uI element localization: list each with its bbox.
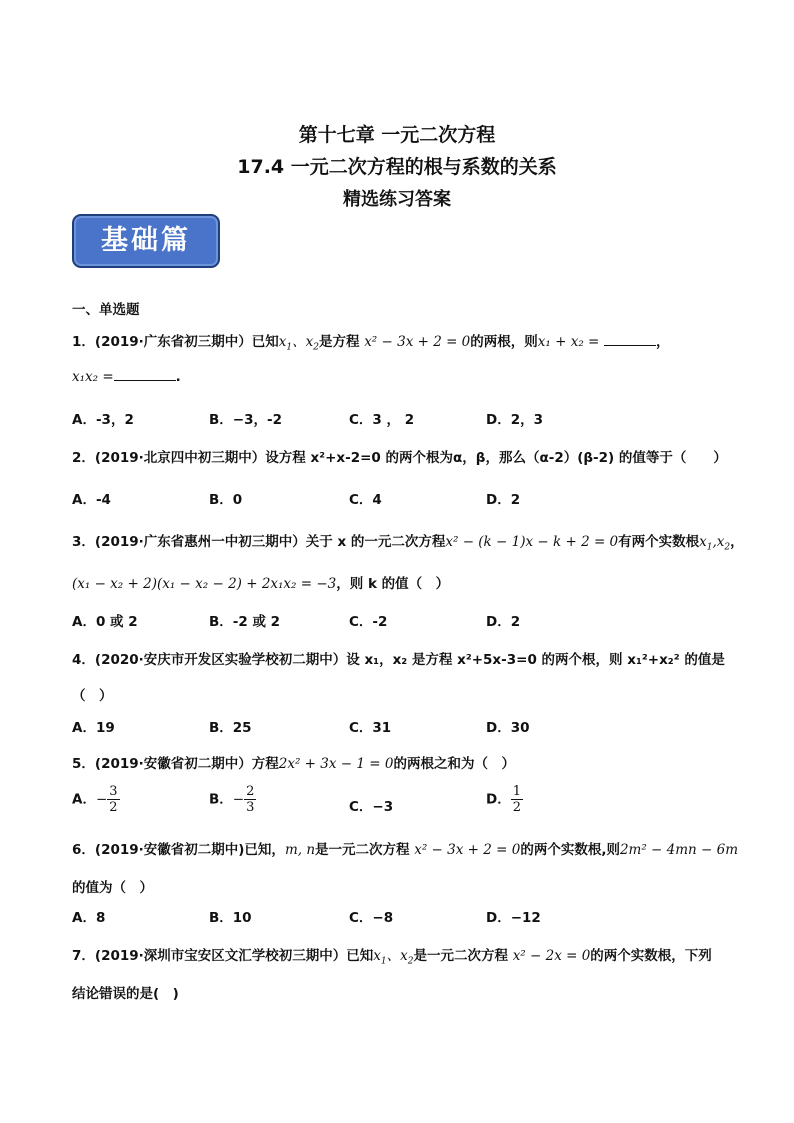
question-7-line2: 结论错误的是( ): [72, 986, 179, 1002]
question-4-paren: （ ）: [72, 688, 113, 704]
question-6: 6．(2019·安徽省初二期中)已知，m, n是一元二次方程 x² − 3x + 2 = 0的两个实数根,则2m² − 4mn − 6m: [72, 842, 739, 858]
q2-option-d: D．2: [486, 492, 521, 508]
q6-option-b: B．10: [209, 910, 252, 926]
answer-blank: [114, 368, 176, 381]
question-3-line2: (x₁ − x₂ + 2)(x₁ − x₂ − 2) + 2x₁x₂ = −3，则 k 的值（ ）: [72, 576, 450, 592]
question-4: 4．(2020·安庆市开发区实验学校初二期中）设 x₁，x₂ 是方程 x²+5x-3=0 的两个根，则 x₁²+x₂² 的值是: [72, 652, 725, 668]
q5-option-c: C．−3: [349, 799, 394, 815]
q4-option-b: B．25: [209, 720, 252, 736]
question-5: 5．(2019·安徽省初二期中）方程2x² + 3x − 1 = 0的两根之和为（ ）: [72, 756, 515, 772]
q2-option-b: B．0: [209, 492, 243, 508]
q5-option-d: D． $\frac{1}{2}$: [486, 784, 521, 815]
q6-option-a: A．8: [72, 910, 106, 926]
q2-option-a: A．-4: [72, 492, 111, 508]
q2-option-c: C．4: [349, 492, 382, 508]
question-1-line2: x₁x₂ = .: [72, 369, 181, 385]
q1-option-c: C．3 ， 2: [349, 412, 415, 428]
question-1: 1．(2019·广东省初三期中）已知$x_1$、$x_2$是方程 x² − 3x + 2 = 0的两根，则x₁ + x₂ = ，: [72, 334, 670, 353]
q6-option-c: C．−8: [349, 910, 394, 926]
q3-option-c: C．-2: [349, 614, 388, 630]
q4-option-c: C．31: [349, 720, 392, 736]
q1-option-a: A．-3，2: [72, 412, 134, 428]
q3-option-b: B．-2 或 2: [209, 614, 281, 630]
chapter-title: 第十七章 一元二次方程: [298, 124, 496, 146]
answer-blank: [604, 333, 656, 346]
q4-option-a: A．19: [72, 720, 115, 736]
q1-option-d: D．2，3: [486, 412, 543, 428]
section-heading: 一、单选题: [72, 302, 140, 318]
question-6-line2: 的值为（ ）: [72, 880, 153, 896]
q4-option-d: D．30: [486, 720, 530, 736]
q1-option-b: B．−3，-2: [209, 412, 282, 428]
q5-option-b: B．− $\frac{2}{3}$: [209, 784, 255, 815]
fraction: $\frac{3}{2}$: [109, 784, 118, 815]
q5-option-a: A．− $\frac{3}{2}$: [72, 784, 118, 815]
question-7: 7．(2019·深圳市宝安区文汇学校初三期中）已知$x_1$、$x_2$是一元二次方程 x² − 2x = 0的两个实数根，下列: [72, 948, 712, 967]
question-3: 3．(2019·广东省惠州一中初三期中）关于 x 的一元二次方程x² − (k − 1)x − k + 2 = 0有两个实数根$x_1,x_2$，: [72, 534, 744, 553]
subtitle: 精选练习答案: [343, 189, 451, 210]
section-title: 17.4 一元二次方程的根与系数的关系: [237, 156, 557, 178]
q3-option-a: A．0 或 2: [72, 614, 138, 630]
q6-option-d: D．−12: [486, 910, 541, 926]
question-2: 2．(2019·北京四中初三期中）设方程 x²+x-2=0 的两个根为α，β，那么（α-2）(β-2) 的值等于（ ）: [72, 450, 727, 466]
fraction: $\frac{2}{3}$: [246, 784, 255, 815]
level-badge: 基础篇: [72, 214, 220, 268]
fraction: $\frac{1}{2}$: [512, 784, 521, 815]
q3-option-d: D．2: [486, 614, 521, 630]
